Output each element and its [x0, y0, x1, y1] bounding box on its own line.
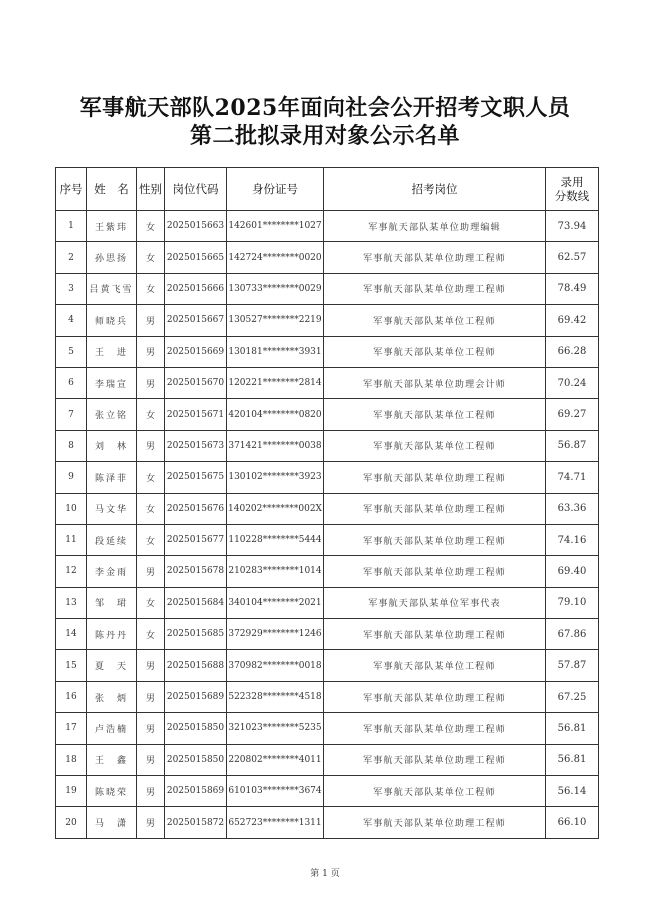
cell-id-number: 110228********5444: [227, 524, 324, 555]
cell-seq: 6: [56, 367, 87, 398]
table-row: [56, 650, 599, 681]
cell-seq: 1: [56, 211, 87, 242]
cell-position: 军事航天部队某单位工程师: [324, 430, 546, 461]
cell-post-code: 2025015669: [165, 336, 227, 367]
cell-position: 军事航天部队某单位工程师: [324, 650, 546, 681]
cell-name: 张 炳: [87, 681, 137, 712]
cell-post-code: 2025015663: [165, 211, 227, 242]
cell-post-code: 2025015676: [165, 493, 227, 524]
cell-id-number: 130181********3931: [227, 336, 324, 367]
cell-name: 段延续: [87, 524, 137, 555]
header-id-number: 身份证号: [227, 168, 324, 211]
cell-post-code: 2025015671: [165, 399, 227, 430]
cell-seq: 15: [56, 650, 87, 681]
cell-score: 56.81: [546, 713, 599, 744]
cell-gender: 女: [137, 211, 165, 242]
table-row: [56, 336, 599, 367]
cell-post-code: 2025015667: [165, 305, 227, 336]
cell-gender: 男: [137, 807, 165, 838]
cell-position: 军事航天部队某单位助理工程师: [324, 681, 546, 712]
cell-gender: 男: [137, 776, 165, 807]
cell-name: 陈丹丹: [87, 619, 137, 650]
cell-id-number: 210283********1014: [227, 556, 324, 587]
cell-position: 军事航天部队某单位助理工程师: [324, 744, 546, 775]
cell-post-code: 2025015666: [165, 273, 227, 304]
cell-id-number: 321023********5235: [227, 713, 324, 744]
cell-score: 69.42: [546, 305, 599, 336]
cell-gender: 女: [137, 493, 165, 524]
cell-seq: 5: [56, 336, 87, 367]
cell-id-number: 120221********2814: [227, 367, 324, 398]
cell-name: 陈晓荣: [87, 776, 137, 807]
cell-post-code: 2025015872: [165, 807, 227, 838]
cell-gender: 女: [137, 462, 165, 493]
cell-seq: 11: [56, 524, 87, 555]
cell-seq: 8: [56, 430, 87, 461]
cell-position: 军事航天部队某单位助理工程师: [324, 273, 546, 304]
cell-id-number: 142724********0020: [227, 242, 324, 273]
cell-post-code: 2025015685: [165, 619, 227, 650]
cell-name: 邹 珺: [87, 587, 137, 618]
cell-id-number: 610103********3674: [227, 776, 324, 807]
cell-name: 王 进: [87, 336, 137, 367]
cell-post-code: 2025015869: [165, 776, 227, 807]
table-row: [56, 807, 599, 838]
cell-id-number: 130527********2219: [227, 305, 324, 336]
cell-name: 马 潇: [87, 807, 137, 838]
cell-name: 刘 林: [87, 430, 137, 461]
cell-score: 56.81: [546, 744, 599, 775]
cell-seq: 16: [56, 681, 87, 712]
table-row: [56, 524, 599, 555]
cell-score: 57.87: [546, 650, 599, 681]
table-row: [56, 462, 599, 493]
cell-position: 军事航天部队某单位助理工程师: [324, 713, 546, 744]
cell-gender: 男: [137, 650, 165, 681]
header-score-line1: 录用: [560, 175, 584, 189]
cell-name: 张立铭: [87, 399, 137, 430]
cell-gender: 女: [137, 619, 165, 650]
cell-gender: 女: [137, 273, 165, 304]
cell-gender: 男: [137, 336, 165, 367]
cell-seq: 3: [56, 273, 87, 304]
table-row: [56, 273, 599, 304]
table-row: [56, 619, 599, 650]
header-post-code: 岗位代码: [165, 168, 227, 211]
table-row: [56, 681, 599, 712]
cell-post-code: 2025015675: [165, 462, 227, 493]
cell-gender: 女: [137, 399, 165, 430]
table-row: [56, 587, 599, 618]
cell-gender: 女: [137, 242, 165, 273]
document-title-line-1: 军事航天部队2025年面向社会公开招考文职人员: [79, 95, 571, 121]
cell-seq: 2: [56, 242, 87, 273]
page-number: 第 1 页: [310, 869, 340, 879]
table-row: [56, 367, 599, 398]
table-row: [56, 556, 599, 587]
cell-seq: 4: [56, 305, 87, 336]
cell-name: 李金雨: [87, 556, 137, 587]
table-row: [56, 305, 599, 336]
cell-seq: 9: [56, 462, 87, 493]
header-seq: 序号: [56, 168, 87, 211]
cell-score: 69.40: [546, 556, 599, 587]
cell-gender: 女: [137, 524, 165, 555]
cell-id-number: 130102********3923: [227, 462, 324, 493]
table-row: [56, 713, 599, 744]
cell-score: 73.94: [546, 211, 599, 242]
header-name: 姓 名: [87, 168, 137, 211]
cell-position: 军事航天部队某单位助理工程师: [324, 242, 546, 273]
cell-seq: 17: [56, 713, 87, 744]
document-title-line-2: 第二批拟录用对象公示名单: [189, 123, 460, 149]
cell-post-code: 2025015850: [165, 713, 227, 744]
cell-position: 军事航天部队某单位工程师: [324, 336, 546, 367]
cell-seq: 10: [56, 493, 87, 524]
cell-post-code: 2025015684: [165, 587, 227, 618]
cell-post-code: 2025015688: [165, 650, 227, 681]
cell-id-number: 420104********0820: [227, 399, 324, 430]
cell-score: 56.14: [546, 776, 599, 807]
table-header-row: [56, 168, 599, 211]
cell-name: 吕黄飞雪: [87, 273, 137, 304]
cell-name: 马文华: [87, 493, 137, 524]
cell-gender: 女: [137, 587, 165, 618]
cell-id-number: 340104********2021: [227, 587, 324, 618]
cell-id-number: 372929********1246: [227, 619, 324, 650]
cell-seq: 12: [56, 556, 87, 587]
header-gender: 性别: [137, 168, 165, 211]
cell-id-number: 130733********0029: [227, 273, 324, 304]
cell-score: 62.57: [546, 242, 599, 273]
cell-position: 军事航天部队某单位助理工程师: [324, 462, 546, 493]
cell-gender: 男: [137, 744, 165, 775]
table-row: [56, 430, 599, 461]
cell-gender: 男: [137, 681, 165, 712]
cell-name: 师晓兵: [87, 305, 137, 336]
cell-name: 王 鑫: [87, 744, 137, 775]
cell-score: 67.25: [546, 681, 599, 712]
cell-gender: 男: [137, 713, 165, 744]
cell-score: 79.10: [546, 587, 599, 618]
cell-position: 军事航天部队某单位助理工程师: [324, 807, 546, 838]
cell-post-code: 2025015673: [165, 430, 227, 461]
table-row: [56, 211, 599, 242]
cell-position: 军事航天部队某单位助理会计师: [324, 367, 546, 398]
cell-score: 69.27: [546, 399, 599, 430]
cell-position: 军事航天部队某单位工程师: [324, 305, 546, 336]
cell-post-code: 2025015670: [165, 367, 227, 398]
cell-score: 70.24: [546, 367, 599, 398]
cell-score: 56.87: [546, 430, 599, 461]
cell-post-code: 2025015678: [165, 556, 227, 587]
cell-name: 孙思扬: [87, 242, 137, 273]
header-position: 招考岗位: [324, 168, 546, 211]
cell-name: 王紫玮: [87, 211, 137, 242]
cell-score: 67.86: [546, 619, 599, 650]
cell-name: 李瑞宣: [87, 367, 137, 398]
table-row: [56, 242, 599, 273]
cell-score: 74.71: [546, 462, 599, 493]
cell-id-number: 522328********4518: [227, 681, 324, 712]
cell-id-number: 370982********0018: [227, 650, 324, 681]
cell-position: 军事航天部队某单位助理工程师: [324, 493, 546, 524]
cell-position: 军事航天部队某单位助理工程师: [324, 619, 546, 650]
cell-position: 军事航天部队某单位工程师: [324, 776, 546, 807]
cell-score: 74.16: [546, 524, 599, 555]
cell-post-code: 2025015665: [165, 242, 227, 273]
cell-name: 夏 天: [87, 650, 137, 681]
cell-post-code: 2025015677: [165, 524, 227, 555]
cell-name: 卢浩楠: [87, 713, 137, 744]
cell-score: 66.10: [546, 807, 599, 838]
cell-id-number: 220802********4011: [227, 744, 324, 775]
cell-seq: 14: [56, 619, 87, 650]
cell-seq: 13: [56, 587, 87, 618]
cell-seq: 7: [56, 399, 87, 430]
table-row: [56, 399, 599, 430]
cell-gender: 男: [137, 367, 165, 398]
cell-id-number: 140202********002X: [227, 493, 324, 524]
cell-score: 66.28: [546, 336, 599, 367]
cell-seq: 19: [56, 776, 87, 807]
candidate-table: [55, 167, 599, 839]
cell-seq: 18: [56, 744, 87, 775]
cell-score: 63.36: [546, 493, 599, 524]
cell-position: 军事航天部队某单位助理编辑: [324, 211, 546, 242]
header-score-line2: 分数线: [554, 189, 590, 203]
cell-post-code: 2025015850: [165, 744, 227, 775]
cell-gender: 男: [137, 305, 165, 336]
cell-position: 军事航天部队某单位助理工程师: [324, 556, 546, 587]
cell-position: 军事航天部队某单位军事代表: [324, 587, 546, 618]
table-row: [56, 493, 599, 524]
cell-score: 78.49: [546, 273, 599, 304]
cell-post-code: 2025015689: [165, 681, 227, 712]
table-row: [56, 744, 599, 775]
cell-position: 军事航天部队某单位助理工程师: [324, 524, 546, 555]
cell-id-number: 142601********1027: [227, 211, 324, 242]
table-row: [56, 776, 599, 807]
header-score: [546, 168, 599, 211]
cell-gender: 男: [137, 556, 165, 587]
cell-id-number: 652723********1311: [227, 807, 324, 838]
cell-seq: 20: [56, 807, 87, 838]
cell-name: 陈泽菲: [87, 462, 137, 493]
cell-gender: 男: [137, 430, 165, 461]
cell-id-number: 371421********0038: [227, 430, 324, 461]
cell-position: 军事航天部队某单位工程师: [324, 399, 546, 430]
